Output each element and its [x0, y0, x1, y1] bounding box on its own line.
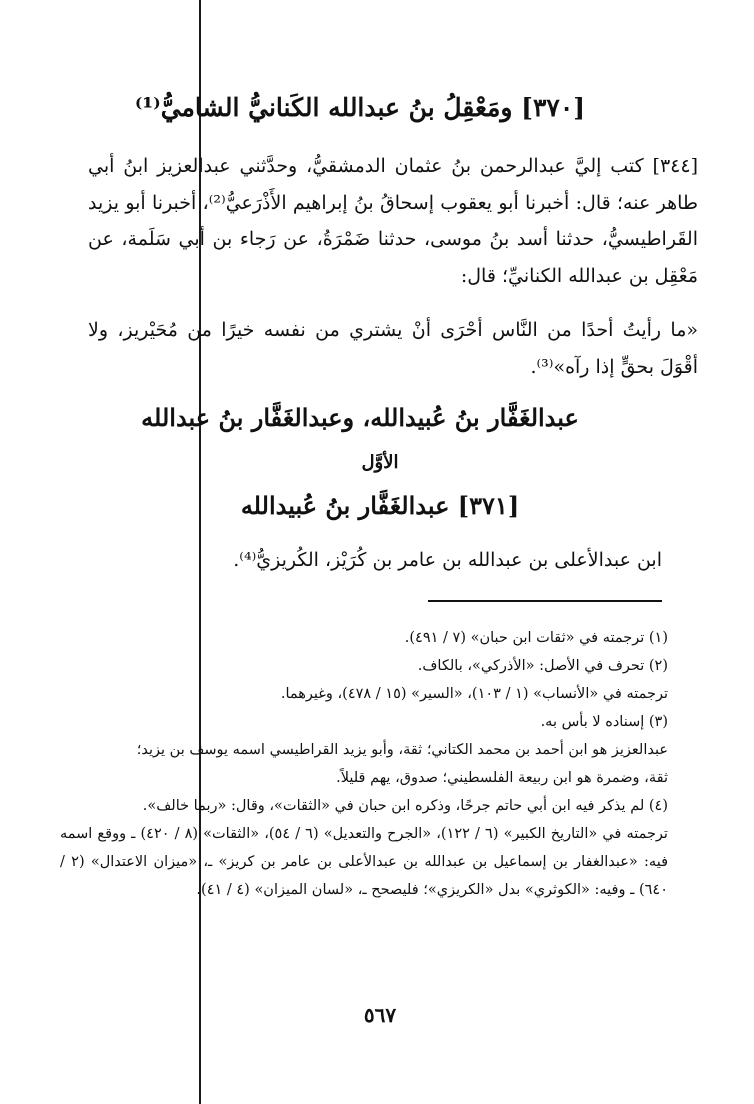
footnote-4: (٤) لم يذكر فيه ابن أبي حاتم جرحًا، وذكره ابن حبان في «الثقات»، وقال: «ربما خالف». [142, 798, 668, 814]
section-subheading: الأوَّل [361, 452, 399, 473]
entry-370-title: [٣٧٠] ومَعْقِلُ بنُ عبدالله الكَنانيُّ الشاميُّ⁽¹⁾ [134, 93, 586, 122]
footnote-4-continued: ترجمته في «التاريخ الكبير» (٦ / ١٢٢)، «الجرح والتعديل» (٦ / ٥٤)، «الثقات» (٨ / ٤٢٠) ـ ووقع اسمه فيه: «عبدالغفار بن إسماعيل بن عبدالله بن عبدالأعلى بن عامر بن كريز» ـ، «ميزان الاعتدال» (٢ / ٦٤٠) ـ وفيه: «الكوثري» بدل «الكريزي»؛ فليصحح ـ، «لسان الميزان» (٤ / ٤١). [60, 826, 669, 898]
entry-344-paragraph: [٣٤٤] كتب إليَّ عبدالرحمن بنُ عثمان الدمشقيُّ، وحدَّثني عبدالعزيز ابنُ أبي طاهر عنه؛ قال: أخبرنا أبو يعقوب إسحاقُ بنُ إبراهيم الأَذْرَعيُّ⁽²⁾، أخبرنا أبو يزيد القَراطيسيُّ، حدثنا أسد بنُ موسى، حدثنا ضَمْرَةُ، عن رَجاء بن أبي سَلَمة، عن مَعْقِل بن عبدالله الكنانيِّ؛ قال: [88, 155, 698, 287]
section-heading: عبدالغَفَّار بنُ عُبيدالله، وعبدالغَفَّار بنُ عبدالله [141, 403, 579, 432]
entry-371-lineage: ابن عبدالأعلى بن عبدالله بن عامر بن كُرَيْز، الكُريزيُّ⁽⁴⁾. [233, 549, 662, 571]
footnote-3-continued-2: ثقة، وضمرة هو ابن ربيعة الفلسطيني؛ صدوق، يهم قليلاً. [336, 770, 668, 786]
footnote-3: (٣) إسناده لا بأس به. [540, 714, 668, 730]
quote-paragraph: «ما رأيتُ أحدًا من النَّاس أحْرَى أنْ يشتري من نفسه خيرًا من مُحَيْريز، ولا أقْوَلَ بحقٍّ إذا رآه»⁽³⁾. [88, 319, 698, 378]
entry-371-title: [٣٧١] عبدالغَفَّار بنُ عُبيدالله [240, 491, 520, 520]
footnote-1: (١) ترجمته في «ثقات ابن حبان» (٧ / ٤٩١). [404, 630, 668, 646]
footnotes [60, 624, 668, 904]
footnote-separator [428, 600, 662, 602]
footnote-2-continued: ترجمته في «الأنساب» (١ / ١٠٣)، «السير» (١٥ / ٤٧٨)، وغيرهما. [280, 686, 668, 702]
footnote-3-continued: عبدالعزيز هو ابن أحمد بن محمد الكتاني؛ ثقة، وأبو يزيد القراطيسي اسمه يوسف بن يزيد؛ [136, 742, 668, 758]
footnote-2: (٢) تحرف في الأصل: «الأذركي»، بالكاف. [417, 658, 668, 674]
page-number: ٥٦٧ [363, 1003, 397, 1027]
